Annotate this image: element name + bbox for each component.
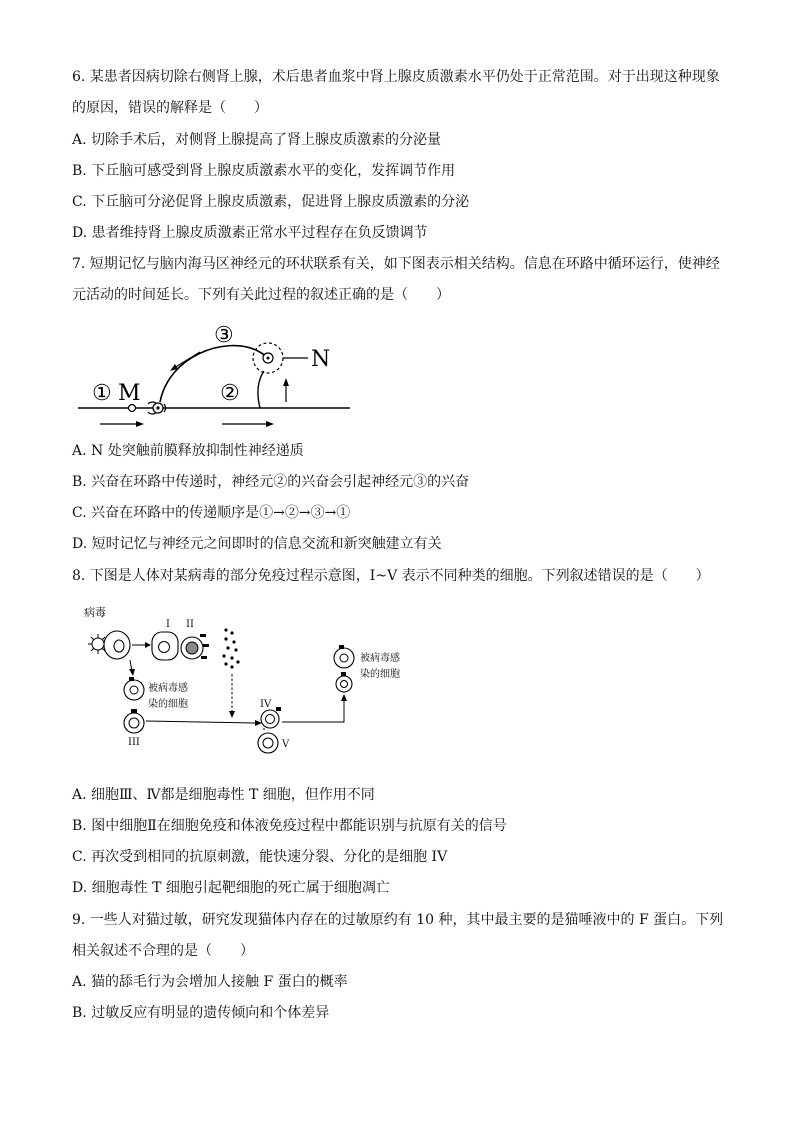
neuron-2-axon-to-n	[258, 371, 264, 408]
q7-option-c: C. 兴奋在环路中的传递顺序是①→②→③→①	[72, 505, 351, 521]
q9-option-a: A. 猫的舔毛行为会增加人接触 F 蛋白的概率	[72, 974, 348, 990]
q6-option-a: A. 切除手术后，对侧肾上腺提高了肾上腺皮质激素的分泌量	[72, 132, 442, 148]
neuron-3-arc	[160, 346, 268, 402]
q6-option-d: D. 患者维持肾上腺皮质激素正常水平过程存在负反馈调节	[72, 225, 428, 241]
q7-stem-line2: 元活动的时间延长。下列有关此过程的叙述正确的是（ ）	[72, 287, 450, 303]
label-infected-1b: 染的细胞	[148, 699, 188, 710]
q7-option-d: D. 短时记忆与神经元之间即时的信息交流和新突触建立有关	[72, 536, 442, 552]
neuron-2-nucleus	[156, 406, 159, 409]
q8-stem: 8. 下图是人体对某病毒的部分免疫过程示意图，I~V 表示不同种类的细胞。下列叙述错误的是（ ）	[72, 568, 710, 584]
label-virus: 病毒	[84, 606, 106, 619]
q7-stem-line1: 7. 短期记忆与脑内海马区神经元的环状联系有关，如下图表示相关结构。信息在环路中循环运行，使神经	[72, 256, 720, 272]
q8-immune-figure	[82, 606, 422, 764]
q9-option-b: B. 过敏反应有明显的遗传倾向和个体差异	[72, 1005, 330, 1021]
neuron-n-nucleus	[267, 357, 270, 360]
label-circle-3: ③	[214, 323, 234, 348]
antibody-dots	[222, 628, 239, 668]
arrow-2-head	[266, 421, 274, 427]
label-circle-1: ①	[92, 381, 112, 406]
label-cell-iii: III	[128, 737, 140, 748]
q7-option-a: A. N 处突触前膜释放抑制性神经递质	[72, 443, 304, 459]
arrow-up-head	[283, 378, 289, 386]
q6-stem-line1: 6. 某患者因病切除右侧肾上腺，术后患者血浆中肾上腺皮质激素水平仍处于正常范围。对于出现这种现象	[72, 69, 720, 85]
q9-stem-line1: 9. 一些人对猫过敏，研究发现猫体内存在的过敏原约有 10 种，其中最主要的是猫唾液中的 F 蛋白。下列	[72, 912, 724, 928]
label-cell-iv: IV	[260, 699, 272, 710]
q8-option-c: C. 再次受到相同的抗原刺激，能快速分裂、分化的是细胞 IV	[72, 849, 448, 865]
q7-neuron-diagram-svg	[74, 316, 354, 434]
label-infected-2a: 被病毒感	[360, 653, 400, 664]
q8-option-b: B. 图中细胞Ⅱ在细胞免疫和体液免疫过程中都能识别与抗原有关的信号	[72, 818, 507, 834]
q6-option-b: B. 下丘脑可感受到肾上腺皮质激素水平的变化，发挥调节作用	[72, 163, 456, 179]
label-circle-2: ②	[220, 381, 240, 406]
arrow-3-line	[174, 352, 200, 368]
q7-neuron-loop-figure	[74, 316, 354, 434]
q8-option-a: A. 细胞Ⅲ、Ⅳ都是细胞毒性 T 细胞，但作用不同	[72, 787, 375, 803]
label-cell-i: I	[166, 619, 170, 630]
q6-stem-line2: 的原因，错误的解释是（ ）	[72, 100, 268, 116]
label-n: N	[311, 347, 331, 372]
q7-option-b: B. 兴奋在环路中传递时，神经元②的兴奋会引起神经元③的兴奋	[72, 474, 470, 490]
label-cell-ii: II	[186, 619, 194, 630]
q8-option-d: D. 细胞毒性 T 细胞引起靶细胞的死亡属于细胞凋亡	[72, 880, 390, 896]
label-cell-v: V	[282, 739, 290, 750]
q6-option-c: C. 下丘脑可分泌促肾上腺皮质激素，促进肾上腺皮质激素的分泌	[72, 194, 470, 210]
q9-stem-line2: 相关叙述不合理的是（ ）	[72, 943, 254, 959]
label-infected-1a: 被病毒感	[148, 683, 188, 694]
label-m: M	[118, 381, 141, 406]
label-infected-2b: 染的细胞	[360, 669, 400, 680]
arrow-in-head	[136, 421, 144, 427]
